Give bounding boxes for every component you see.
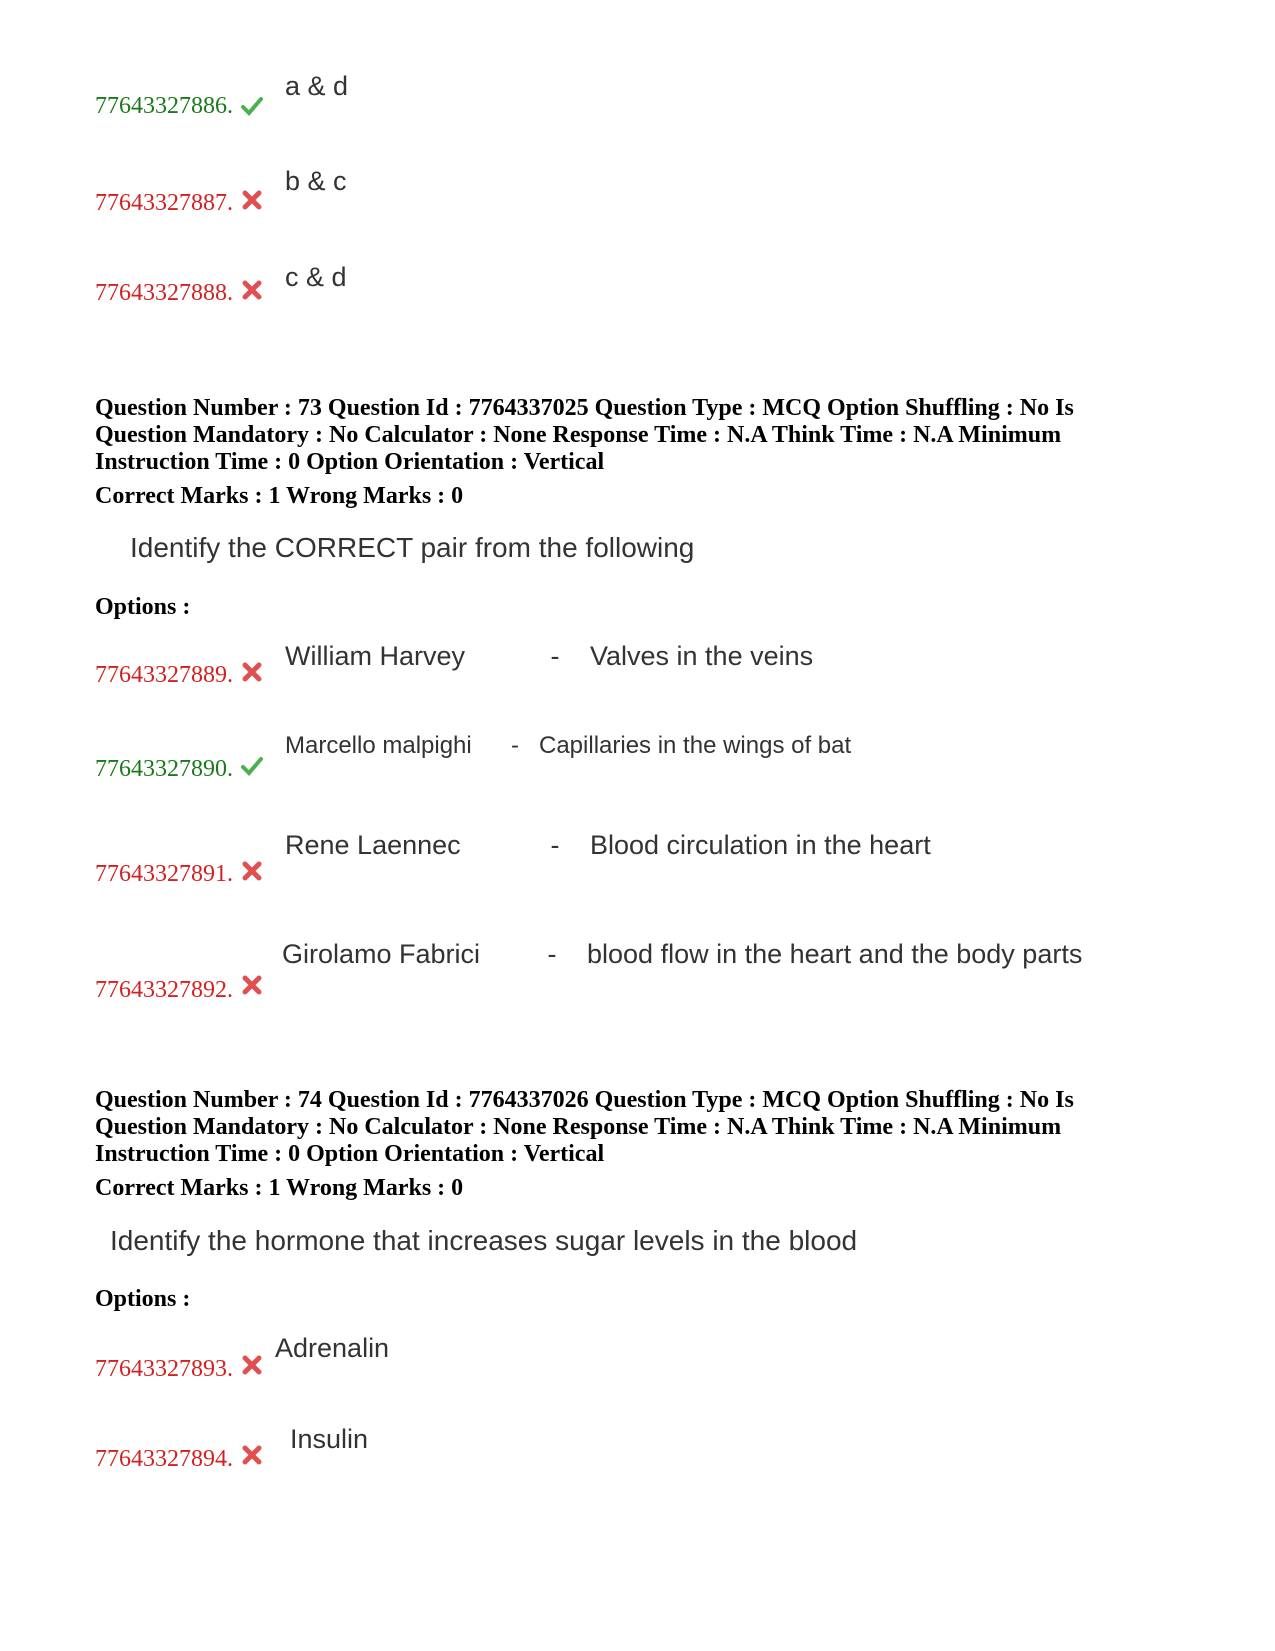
options-label: Options : [95,594,191,620]
pair-right: Capillaries in the wings of bat [539,732,852,759]
option-id: 77643327891. [95,861,233,887]
pair-right: blood flow in the heart and the body parts [587,939,1083,969]
option-id: 77643327892. [95,977,233,1003]
option-text [285,730,851,762]
option-id: 77643327889. [95,662,233,688]
option-text: b & c [285,166,347,196]
option-id: 77643327888. [95,280,233,306]
cross-icon [240,973,264,997]
option-text: c & d [285,262,347,292]
pair-left: William Harvey [285,641,466,671]
option-id: 77643327894. [95,1446,233,1472]
pair-dash: - [511,732,519,759]
pair-dash: - [550,830,560,860]
pair-left: Marcello malpighi [285,732,472,759]
pair-left: Girolamo Fabrici [282,939,481,969]
check-icon [240,94,264,118]
cross-icon [240,859,264,883]
cross-icon [240,1443,264,1467]
cross-icon [240,278,264,302]
option-id: 77643327893. [95,1356,233,1382]
pair-right: Valves in the veins [590,641,814,671]
question-header: Question Number : 74 Question Id : 7764337026 Question Type : MCQ Option Shuffling : No Is Question Mandatory : No Calculator : None Response Time : N.A Think Time : N.A Minimum Instruction Time : 0 Option Orientation : Vertical [95,1087,1074,1167]
pair-dash: - [550,641,560,671]
pair-dash: - [547,939,557,969]
option-text: Insulin [290,1424,369,1454]
cross-icon [240,1353,264,1377]
options-label: Options : [95,1286,191,1312]
cross-icon [240,188,264,212]
question-text: Identify the hormone that increases sugar levels in the blood [110,1225,858,1256]
pair-left: Rene Laennec [285,830,461,860]
option-text [285,829,931,861]
pair-right: Blood circulation in the heart [590,830,931,860]
marks-line: Correct Marks : 1 Wrong Marks : 0 [95,1175,464,1201]
option-text [282,938,1082,970]
option-text [285,640,813,672]
question-text: Identify the CORRECT pair from the following [130,532,695,563]
question-header: Question Number : 73 Question Id : 7764337025 Question Type : MCQ Option Shuffling : No Is Question Mandatory : No Calculator : None Response Time : N.A Think Time : N.A Minimum Instruction Time : 0 Option Orientation : Vertical [95,395,1074,475]
cross-icon [240,660,264,684]
option-id: 77643327890. [95,756,233,782]
marks-line: Correct Marks : 1 Wrong Marks : 0 [95,483,464,509]
option-id: 77643327887. [95,190,233,216]
option-text: a & d [285,71,349,101]
check-icon [240,754,264,778]
option-id: 77643327886. [95,93,233,119]
option-text: Adrenalin [275,1333,390,1363]
